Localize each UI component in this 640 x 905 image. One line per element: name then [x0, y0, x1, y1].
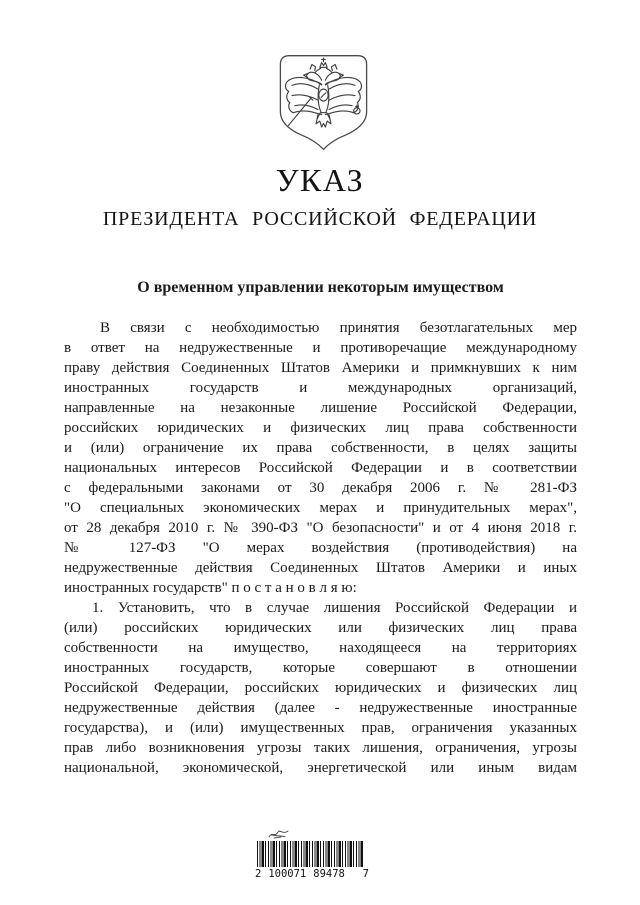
- body-line: "О специальных экономических мерах и принудительных мерах",: [64, 500, 577, 516]
- body-line: (или) российских юридических или физических лиц права: [64, 620, 577, 636]
- russian-coat-of-arms-icon: [279, 54, 368, 151]
- body-line: с федеральными законами от 30 декабря 2006 г. № 281-ФЗ: [64, 480, 577, 496]
- body-line: российских юридических и физических лиц права собственности: [64, 420, 577, 436]
- barcode-digit-group: 7: [362, 868, 369, 880]
- document-title: УКАЗ: [275, 162, 365, 198]
- body-line: государства), и (или) имущественных прав, ограничения указанных: [64, 720, 577, 736]
- body-line: праву действия Соединенных Штатов Америки и примкнувших к ним: [64, 360, 577, 376]
- barcode-bars-icon: [257, 841, 363, 867]
- body-line: недружественные действия (далее - недружественные иностранные: [64, 700, 577, 716]
- body-line: направленные на незаконные лишение Российской Федерации,: [64, 400, 577, 416]
- barcode-digits: [255, 868, 371, 880]
- body-line: и (или) ограничение их права собственности, в целях защиты: [64, 440, 577, 456]
- body-line: национальных интересов Российской Федерации и в соответствии: [64, 460, 577, 476]
- decree-subject-heading: О временном управлении некоторым имуществом: [137, 279, 504, 296]
- body-line: национальной, экономической, энергетической или иным видам: [64, 760, 577, 776]
- body-line: в ответ на недружественные и противоречащие международному: [64, 340, 577, 356]
- body-line: 1. Установить, что в случае лишения Российской Федерации и: [92, 600, 577, 616]
- body-line: иностранных государств и международных организаций,: [64, 380, 577, 396]
- body-line: № 127-ФЗ "О мерах воздействия (противодействия) на: [64, 540, 577, 556]
- ink-squiggle-icon: [267, 828, 291, 841]
- body-line: В связи с необходимостью принятия безотлагательных мер: [100, 320, 577, 336]
- body-line: от 28 декабря 2010 г. № 390-ФЗ "О безопасности" и от 4 июня 2018 г.: [64, 520, 577, 536]
- barcode-digit-group: 100071: [268, 868, 307, 880]
- registration-barcode: [255, 828, 371, 882]
- body-line: иностранных государств, которые совершают в отношении: [64, 660, 577, 676]
- body-line: прав либо возникновения угрозы таких лишения, ограничения, угрозы: [64, 740, 577, 756]
- barcode-digit-group: 89478: [313, 868, 345, 880]
- body-line: Российской Федерации, российских юридических и физических лиц: [64, 680, 577, 696]
- body-line: иностранных государств" п о с т а н о в л я ю:: [64, 580, 357, 596]
- decree-body: [64, 318, 577, 778]
- body-line: недружественные действия Соединенных Штатов Америки и иных: [64, 560, 577, 576]
- barcode-digit-group: 2: [255, 868, 262, 880]
- document-subtitle: ПРЕЗИДЕНТА РОССИЙСКОЙ ФЕДЕРАЦИИ: [102, 208, 538, 230]
- body-line: собственности на имущество, находящееся на территориях: [64, 640, 577, 656]
